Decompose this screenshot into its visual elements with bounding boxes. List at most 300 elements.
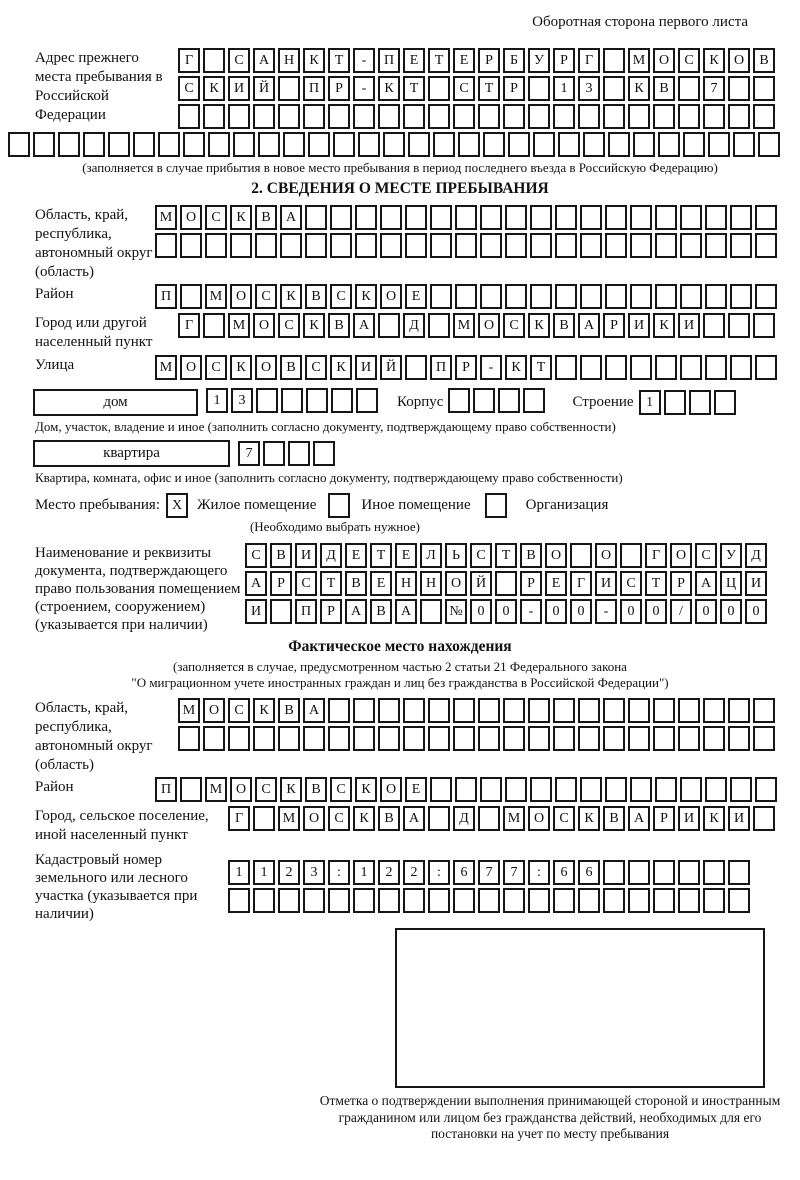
char-box[interactable] xyxy=(680,205,702,230)
char-box[interactable] xyxy=(308,132,330,157)
char-box[interactable] xyxy=(755,777,777,802)
char-box[interactable]: О xyxy=(203,698,225,723)
char-box[interactable] xyxy=(503,726,525,751)
char-box[interactable]: И xyxy=(745,571,767,596)
char-box[interactable] xyxy=(678,76,700,101)
char-box[interactable] xyxy=(288,441,310,466)
char-box[interactable]: О xyxy=(595,543,617,568)
char-box[interactable] xyxy=(580,777,602,802)
char-box[interactable]: О xyxy=(180,355,202,380)
char-box[interactable]: Й xyxy=(470,571,492,596)
char-box[interactable]: 0 xyxy=(720,599,742,624)
char-box[interactable] xyxy=(705,777,727,802)
char-box[interactable]: 1 xyxy=(353,860,375,885)
char-box[interactable]: Е xyxy=(370,571,392,596)
char-box[interactable] xyxy=(378,104,400,129)
char-box[interactable]: Р xyxy=(320,599,342,624)
char-box[interactable]: О xyxy=(728,48,750,73)
char-box[interactable] xyxy=(483,132,505,157)
char-box[interactable] xyxy=(230,233,252,258)
char-box[interactable]: Б xyxy=(503,48,525,73)
char-box[interactable]: А xyxy=(578,313,600,338)
char-box[interactable]: А xyxy=(345,599,367,624)
char-box[interactable] xyxy=(58,132,80,157)
char-box[interactable] xyxy=(203,313,225,338)
char-box[interactable]: К xyxy=(203,76,225,101)
char-box[interactable] xyxy=(655,233,677,258)
char-box[interactable]: Е xyxy=(453,48,475,73)
char-box[interactable] xyxy=(730,205,752,230)
char-box[interactable] xyxy=(403,698,425,723)
char-box[interactable] xyxy=(758,132,780,157)
char-box[interactable] xyxy=(480,284,502,309)
char-box[interactable] xyxy=(480,205,502,230)
char-box[interactable]: 7 xyxy=(703,76,725,101)
char-box[interactable] xyxy=(108,132,130,157)
char-box[interactable] xyxy=(503,698,525,723)
char-box[interactable] xyxy=(328,104,350,129)
char-box[interactable] xyxy=(555,233,577,258)
char-box[interactable]: Е xyxy=(545,571,567,596)
char-box[interactable] xyxy=(753,698,775,723)
char-box[interactable]: У xyxy=(528,48,550,73)
char-box[interactable] xyxy=(505,205,527,230)
char-box[interactable]: Г xyxy=(578,48,600,73)
char-box[interactable]: И xyxy=(678,806,700,831)
char-box[interactable] xyxy=(503,104,525,129)
char-box[interactable] xyxy=(408,132,430,157)
char-box[interactable]: - xyxy=(595,599,617,624)
char-box[interactable] xyxy=(553,888,575,913)
char-box[interactable]: 0 xyxy=(745,599,767,624)
char-box[interactable] xyxy=(505,777,527,802)
char-box[interactable]: М xyxy=(155,205,177,230)
char-box[interactable]: 1 xyxy=(253,860,275,885)
char-box[interactable]: Ц xyxy=(720,571,742,596)
char-box[interactable] xyxy=(205,233,227,258)
char-box[interactable] xyxy=(578,698,600,723)
char-box[interactable] xyxy=(678,698,700,723)
char-box[interactable]: 0 xyxy=(645,599,667,624)
char-box[interactable]: Т xyxy=(645,571,667,596)
char-box[interactable] xyxy=(328,698,350,723)
char-box[interactable] xyxy=(180,777,202,802)
char-box[interactable]: Т xyxy=(428,48,450,73)
char-box[interactable]: С xyxy=(278,313,300,338)
char-box[interactable] xyxy=(356,388,378,413)
char-box[interactable]: П xyxy=(295,599,317,624)
char-box[interactable] xyxy=(530,284,552,309)
char-box[interactable] xyxy=(678,726,700,751)
char-box[interactable] xyxy=(358,132,380,157)
char-box[interactable] xyxy=(683,132,705,157)
char-box[interactable] xyxy=(233,132,255,157)
char-box[interactable] xyxy=(603,698,625,723)
char-box[interactable] xyxy=(303,104,325,129)
char-box[interactable]: М xyxy=(628,48,650,73)
char-box[interactable] xyxy=(755,355,777,380)
char-box[interactable] xyxy=(608,132,630,157)
char-box[interactable]: Д xyxy=(453,806,475,831)
char-box[interactable] xyxy=(478,698,500,723)
char-box[interactable]: С xyxy=(470,543,492,568)
char-box[interactable] xyxy=(630,355,652,380)
char-box[interactable] xyxy=(253,104,275,129)
char-box[interactable]: Г xyxy=(570,571,592,596)
char-box[interactable]: П xyxy=(155,777,177,802)
char-box[interactable] xyxy=(733,132,755,157)
char-box[interactable] xyxy=(528,76,550,101)
char-box[interactable]: М xyxy=(178,698,200,723)
char-box[interactable] xyxy=(628,104,650,129)
char-box[interactable] xyxy=(630,205,652,230)
char-box[interactable]: 7 xyxy=(503,860,525,885)
char-box[interactable] xyxy=(755,205,777,230)
char-box[interactable] xyxy=(203,726,225,751)
char-box[interactable] xyxy=(580,355,602,380)
char-box[interactable] xyxy=(664,390,686,415)
char-box[interactable] xyxy=(378,726,400,751)
char-box[interactable]: К xyxy=(628,76,650,101)
char-box[interactable]: Г xyxy=(228,806,250,831)
char-box[interactable] xyxy=(253,726,275,751)
char-box[interactable]: Р xyxy=(670,571,692,596)
char-box[interactable] xyxy=(555,355,577,380)
char-box[interactable]: С xyxy=(255,777,277,802)
char-box[interactable]: А xyxy=(395,599,417,624)
char-box[interactable] xyxy=(453,888,475,913)
char-box[interactable] xyxy=(528,888,550,913)
char-box[interactable]: А xyxy=(353,313,375,338)
char-box[interactable] xyxy=(680,233,702,258)
char-box[interactable]: М xyxy=(205,284,227,309)
char-box[interactable] xyxy=(605,205,627,230)
char-box[interactable]: С xyxy=(228,698,250,723)
char-box[interactable] xyxy=(730,355,752,380)
char-box[interactable]: Е xyxy=(345,543,367,568)
char-box[interactable] xyxy=(403,888,425,913)
char-box[interactable]: С xyxy=(255,284,277,309)
char-box[interactable]: О xyxy=(653,48,675,73)
char-box[interactable]: № xyxy=(445,599,467,624)
char-box[interactable] xyxy=(405,355,427,380)
char-box[interactable] xyxy=(353,888,375,913)
char-box[interactable] xyxy=(263,441,285,466)
char-box[interactable] xyxy=(680,777,702,802)
char-box[interactable]: О xyxy=(445,571,467,596)
char-box[interactable] xyxy=(689,390,711,415)
char-box[interactable]: 7 xyxy=(478,860,500,885)
char-box[interactable]: О xyxy=(230,284,252,309)
char-box[interactable]: К xyxy=(528,313,550,338)
char-box[interactable] xyxy=(328,726,350,751)
char-box[interactable] xyxy=(203,104,225,129)
char-box[interactable] xyxy=(283,132,305,157)
char-box[interactable] xyxy=(383,132,405,157)
char-box[interactable] xyxy=(430,205,452,230)
char-box[interactable]: С xyxy=(245,543,267,568)
char-box[interactable] xyxy=(83,132,105,157)
char-box[interactable] xyxy=(553,726,575,751)
char-box[interactable] xyxy=(705,355,727,380)
char-box[interactable] xyxy=(730,284,752,309)
char-box[interactable]: В xyxy=(753,48,775,73)
char-box[interactable]: X xyxy=(166,493,188,518)
char-box[interactable] xyxy=(530,205,552,230)
char-box[interactable] xyxy=(330,205,352,230)
char-box[interactable] xyxy=(580,284,602,309)
char-box[interactable]: 1 xyxy=(228,860,250,885)
char-box[interactable] xyxy=(428,726,450,751)
char-box[interactable] xyxy=(428,104,450,129)
char-box[interactable]: - xyxy=(520,599,542,624)
char-box[interactable]: 1 xyxy=(553,76,575,101)
char-box[interactable] xyxy=(306,388,328,413)
char-box[interactable] xyxy=(455,205,477,230)
char-box[interactable]: Е xyxy=(405,284,427,309)
char-box[interactable] xyxy=(8,132,30,157)
char-box[interactable] xyxy=(353,726,375,751)
char-box[interactable]: К xyxy=(230,205,252,230)
char-box[interactable]: И xyxy=(295,543,317,568)
char-box[interactable] xyxy=(280,233,302,258)
char-box[interactable] xyxy=(428,888,450,913)
char-box[interactable]: У xyxy=(720,543,742,568)
char-box[interactable]: С xyxy=(330,777,352,802)
char-box[interactable] xyxy=(603,104,625,129)
char-box[interactable] xyxy=(155,233,177,258)
char-box[interactable]: М xyxy=(155,355,177,380)
char-box[interactable]: Р xyxy=(478,48,500,73)
char-box[interactable] xyxy=(680,284,702,309)
char-box[interactable]: М xyxy=(453,313,475,338)
char-box[interactable]: 6 xyxy=(578,860,600,885)
char-box[interactable] xyxy=(355,205,377,230)
char-box[interactable] xyxy=(478,104,500,129)
char-box[interactable] xyxy=(703,104,725,129)
char-box[interactable] xyxy=(255,233,277,258)
char-box[interactable]: М xyxy=(278,806,300,831)
char-box[interactable]: К xyxy=(303,48,325,73)
char-box[interactable] xyxy=(208,132,230,157)
char-box[interactable] xyxy=(753,76,775,101)
char-box[interactable] xyxy=(453,726,475,751)
char-box[interactable]: К xyxy=(653,313,675,338)
char-box[interactable] xyxy=(428,698,450,723)
char-box[interactable] xyxy=(620,543,642,568)
char-box[interactable]: Т xyxy=(478,76,500,101)
char-box[interactable]: А xyxy=(280,205,302,230)
char-box[interactable]: С xyxy=(328,806,350,831)
char-box[interactable] xyxy=(578,888,600,913)
char-box[interactable] xyxy=(603,860,625,885)
char-box[interactable] xyxy=(755,284,777,309)
char-box[interactable]: К xyxy=(280,284,302,309)
char-box[interactable] xyxy=(378,698,400,723)
char-box[interactable]: О xyxy=(545,543,567,568)
char-box[interactable]: В xyxy=(255,205,277,230)
char-box[interactable] xyxy=(570,543,592,568)
char-box[interactable] xyxy=(558,132,580,157)
char-box[interactable]: В xyxy=(520,543,542,568)
char-box[interactable]: И xyxy=(678,313,700,338)
char-box[interactable] xyxy=(328,493,350,518)
char-box[interactable] xyxy=(703,313,725,338)
char-box[interactable] xyxy=(498,388,520,413)
char-box[interactable] xyxy=(228,888,250,913)
char-box[interactable] xyxy=(333,132,355,157)
char-box[interactable] xyxy=(505,284,527,309)
char-box[interactable]: Д xyxy=(320,543,342,568)
char-box[interactable] xyxy=(330,233,352,258)
char-box[interactable] xyxy=(578,104,600,129)
char-box[interactable] xyxy=(256,388,278,413)
char-box[interactable]: Т xyxy=(530,355,552,380)
char-box[interactable] xyxy=(380,205,402,230)
char-box[interactable] xyxy=(628,698,650,723)
char-box[interactable] xyxy=(180,233,202,258)
char-box[interactable] xyxy=(655,355,677,380)
char-box[interactable]: 6 xyxy=(453,860,475,885)
char-box[interactable]: К xyxy=(280,777,302,802)
char-box[interactable]: К xyxy=(505,355,527,380)
char-box[interactable]: В xyxy=(345,571,367,596)
char-box[interactable]: Т xyxy=(320,571,342,596)
char-box[interactable] xyxy=(303,888,325,913)
char-box[interactable]: П xyxy=(155,284,177,309)
char-box[interactable]: О xyxy=(478,313,500,338)
char-box[interactable] xyxy=(753,104,775,129)
char-box[interactable]: Т xyxy=(328,48,350,73)
char-box[interactable]: В xyxy=(305,777,327,802)
char-box[interactable]: Е xyxy=(405,777,427,802)
char-box[interactable]: Г xyxy=(178,48,200,73)
char-box[interactable]: С xyxy=(503,313,525,338)
char-box[interactable]: К xyxy=(353,806,375,831)
char-box[interactable] xyxy=(331,388,353,413)
char-box[interactable] xyxy=(455,284,477,309)
char-box[interactable] xyxy=(630,284,652,309)
char-box[interactable]: Н xyxy=(420,571,442,596)
char-box[interactable] xyxy=(480,777,502,802)
char-box[interactable]: Г xyxy=(645,543,667,568)
char-box[interactable] xyxy=(603,888,625,913)
char-box[interactable]: С xyxy=(695,543,717,568)
char-box[interactable] xyxy=(755,233,777,258)
char-box[interactable] xyxy=(655,284,677,309)
char-box[interactable] xyxy=(605,355,627,380)
char-box[interactable]: П xyxy=(303,76,325,101)
char-box[interactable] xyxy=(555,777,577,802)
char-box[interactable]: И xyxy=(628,313,650,338)
char-box[interactable] xyxy=(378,313,400,338)
char-box[interactable]: Р xyxy=(653,806,675,831)
char-box[interactable]: А xyxy=(628,806,650,831)
char-box[interactable] xyxy=(278,726,300,751)
char-box[interactable] xyxy=(705,284,727,309)
char-box[interactable] xyxy=(603,726,625,751)
char-box[interactable] xyxy=(628,888,650,913)
char-box[interactable]: И xyxy=(245,599,267,624)
char-box[interactable] xyxy=(630,777,652,802)
char-box[interactable]: 0 xyxy=(495,599,517,624)
char-box[interactable] xyxy=(653,726,675,751)
char-box[interactable] xyxy=(355,233,377,258)
char-box[interactable] xyxy=(703,860,725,885)
char-box[interactable] xyxy=(430,284,452,309)
char-box[interactable]: К xyxy=(703,48,725,73)
char-box[interactable] xyxy=(605,233,627,258)
char-box[interactable]: К xyxy=(230,355,252,380)
char-box[interactable]: И xyxy=(355,355,377,380)
char-box[interactable] xyxy=(628,726,650,751)
char-box[interactable] xyxy=(178,726,200,751)
char-box[interactable]: К xyxy=(355,284,377,309)
char-box[interactable] xyxy=(728,726,750,751)
char-box[interactable]: К xyxy=(303,313,325,338)
char-box[interactable] xyxy=(530,777,552,802)
char-box[interactable] xyxy=(33,132,55,157)
char-box[interactable] xyxy=(353,698,375,723)
char-box[interactable] xyxy=(473,388,495,413)
char-box[interactable] xyxy=(378,888,400,913)
char-box[interactable] xyxy=(730,777,752,802)
char-box[interactable]: М xyxy=(503,806,525,831)
char-box[interactable] xyxy=(178,104,200,129)
char-box[interactable]: 1 xyxy=(639,390,661,415)
char-box[interactable]: В xyxy=(603,806,625,831)
char-box[interactable] xyxy=(583,132,605,157)
char-box[interactable]: О xyxy=(230,777,252,802)
char-box[interactable]: 0 xyxy=(545,599,567,624)
char-box[interactable] xyxy=(578,726,600,751)
char-box[interactable] xyxy=(253,806,275,831)
char-box[interactable] xyxy=(228,104,250,129)
char-box[interactable] xyxy=(605,777,627,802)
char-box[interactable]: А xyxy=(403,806,425,831)
char-box[interactable]: 3 xyxy=(578,76,600,101)
char-box[interactable] xyxy=(528,726,550,751)
char-box[interactable]: Г xyxy=(178,313,200,338)
char-box[interactable] xyxy=(653,860,675,885)
char-box[interactable]: М xyxy=(205,777,227,802)
char-box[interactable]: - xyxy=(353,48,375,73)
char-box[interactable] xyxy=(455,233,477,258)
char-box[interactable] xyxy=(203,48,225,73)
char-box[interactable] xyxy=(403,104,425,129)
char-box[interactable]: К xyxy=(355,777,377,802)
char-box[interactable] xyxy=(133,132,155,157)
char-box[interactable] xyxy=(303,726,325,751)
char-box[interactable] xyxy=(555,205,577,230)
char-box[interactable] xyxy=(313,441,335,466)
house-type-box[interactable]: дом xyxy=(33,389,198,416)
char-box[interactable] xyxy=(633,132,655,157)
char-box[interactable]: Р xyxy=(503,76,525,101)
char-box[interactable]: А xyxy=(303,698,325,723)
char-box[interactable]: А xyxy=(695,571,717,596)
char-box[interactable] xyxy=(753,806,775,831)
char-box[interactable]: О xyxy=(255,355,277,380)
char-box[interactable] xyxy=(630,233,652,258)
char-box[interactable]: В xyxy=(305,284,327,309)
char-box[interactable] xyxy=(528,104,550,129)
char-box[interactable] xyxy=(653,698,675,723)
char-box[interactable] xyxy=(728,698,750,723)
char-box[interactable]: В xyxy=(328,313,350,338)
char-box[interactable]: 2 xyxy=(278,860,300,885)
char-box[interactable] xyxy=(305,233,327,258)
